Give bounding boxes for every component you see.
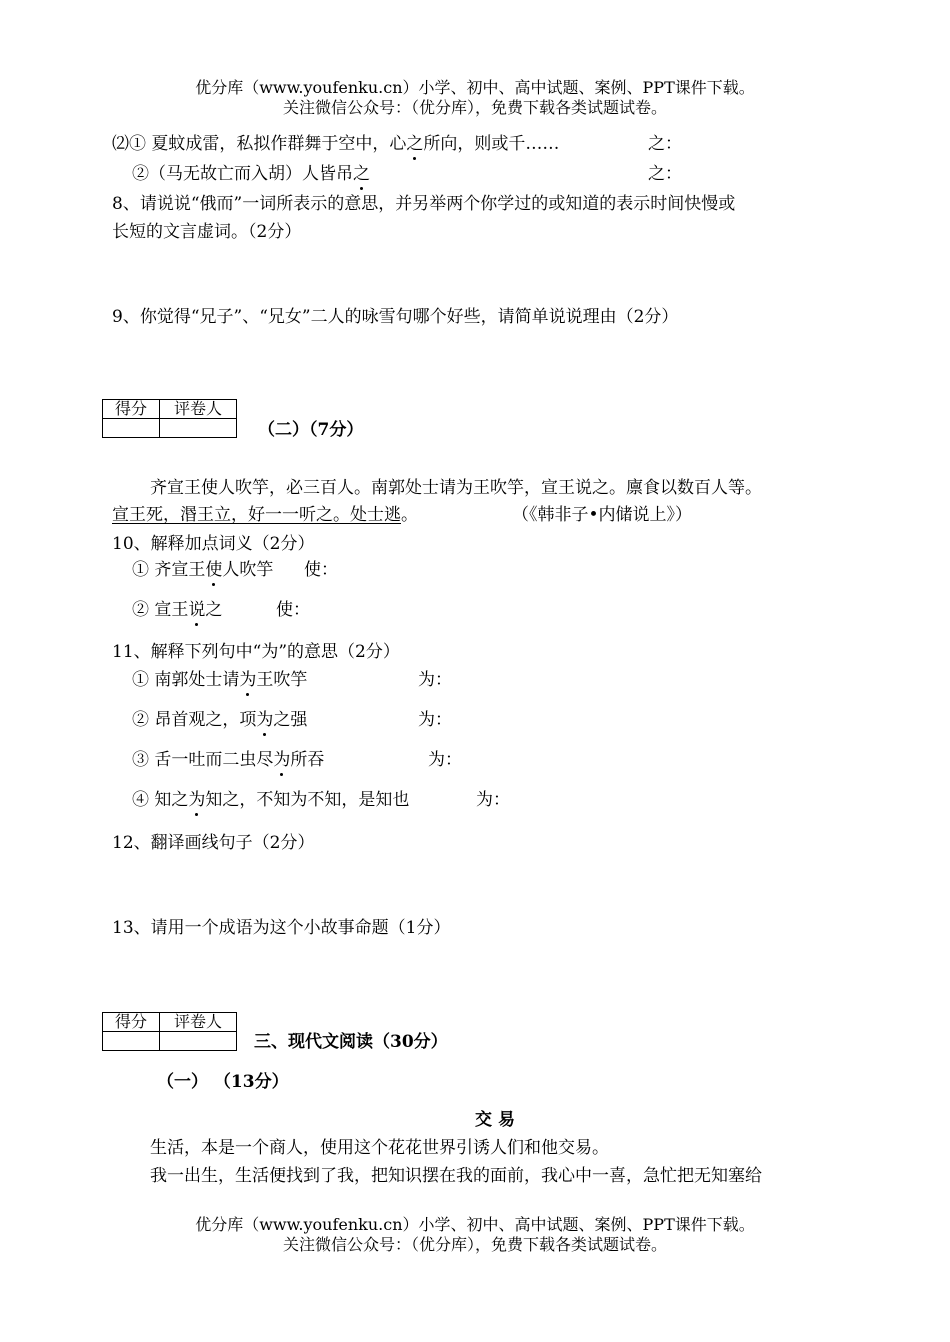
header-line-1: 优分库（www.youfenku.cn）小学、初中、高中试题、案例、PPT课件下载。 <box>195 78 755 97</box>
score-table-2 <box>102 1012 237 1051</box>
question-8-line-1: 8、请说说“俄而”一词所表示的意思，并另举两个你学过的或知道的表示时间快慢或 <box>112 194 736 214</box>
article-paragraph-1: 生活，本是一个商人，使用这个花花世界引诱人们和他交易。 <box>150 1138 609 1158</box>
passage-source: （《韩非子•内储说上》） <box>512 505 693 525</box>
question-11-3: ③ 舌一吐而二虫尽为所吞 <box>132 750 325 770</box>
section-3-title: 三、现代文阅读（30分） <box>254 1032 448 1052</box>
subsection-1-title: （一） （13分） <box>157 1072 289 1092</box>
question-11: 11、解释下列句中“为”的意思（2分） <box>112 642 400 662</box>
dotted-char: 为 <box>188 790 206 810</box>
question-11-4: ④ 知之为知之，不知为不知，是知也 <box>132 790 410 810</box>
grader-cell[interactable] <box>160 1032 237 1051</box>
answer-slot-10-2: 使： <box>276 600 310 620</box>
question-7-2-a: ⑵① 夏蚊成雷，私拟作群舞于空中，心之所向，则或千…… <box>112 134 560 154</box>
score-label: 得分 <box>103 400 160 419</box>
header-line-2: 关注微信公众号：（优分库），免费下载各类试题试卷。 <box>282 98 667 117</box>
dotted-char: 之 <box>406 134 424 154</box>
passage-line-1: 齐宣王使人吹竽，必三百人。南郭处士请为王吹竽，宣王说之。廪食以数百人等。 <box>150 478 762 498</box>
question-7-2-b: ②（马无故亡而入胡）人皆吊之 <box>132 164 370 184</box>
underlined-sentence: 宣王死，湣王立，好一一听之。处士逃 <box>112 505 401 525</box>
dotted-char: 为 <box>239 670 257 690</box>
footer-line-2: 关注微信公众号：（优分库），免费下载各类试题试卷。 <box>282 1235 667 1254</box>
dotted-char: 使 <box>205 560 223 580</box>
answer-slot-11-1: 为： <box>418 670 452 690</box>
dotted-char: 为 <box>273 750 291 770</box>
answer-slot-7-2-a: 之： <box>648 134 682 154</box>
question-12: 12、翻译画线句子（2分） <box>112 833 315 853</box>
passage-line-2: 宣王死，湣王立，好一一听之。处士逃。 <box>112 505 418 525</box>
score-label: 得分 <box>103 1013 160 1032</box>
footer-line-1: 优分库（www.youfenku.cn）小学、初中、高中试题、案例、PPT课件下载。 <box>195 1215 755 1234</box>
answer-slot-10-1: 使： <box>304 560 338 580</box>
answer-slot-7-2-b: 之： <box>648 164 682 184</box>
dotted-char: 为 <box>256 710 274 730</box>
question-11-2: ② 昂首观之，项为之强 <box>132 710 308 730</box>
grader-cell[interactable] <box>160 419 237 438</box>
question-11-1: ① 南郭处士请为王吹竽 <box>132 670 308 690</box>
answer-slot-11-2: 为： <box>418 710 452 730</box>
dotted-char: 之 <box>353 164 370 184</box>
grader-label: 评卷人 <box>160 400 237 419</box>
score-cell[interactable] <box>103 419 160 438</box>
score-table-1 <box>102 399 237 438</box>
section-2-title: （二）（7分） <box>258 420 364 440</box>
answer-slot-11-3: 为： <box>428 750 462 770</box>
answer-slot-11-4: 为： <box>476 790 510 810</box>
question-9: 9、你觉得“兄子”、“兄女”二人的咏雪句哪个好些，请简单说说理由（2分） <box>112 307 679 327</box>
article-paragraph-2: 我一出生，生活便找到了我，把知识摆在我的面前，我心中一喜，急忙把无知塞给 <box>150 1166 762 1186</box>
dotted-char: 说 <box>188 600 206 620</box>
question-8-line-2: 长短的文言虚词。（2分） <box>112 222 302 242</box>
question-10-1: ① 齐宣王使人吹竽 <box>132 560 274 580</box>
question-13: 13、请用一个成语为这个小故事命题（1分） <box>112 918 451 938</box>
article-title: 交 易 <box>475 1110 515 1130</box>
grader-label: 评卷人 <box>160 1013 237 1032</box>
score-cell[interactable] <box>103 1032 160 1051</box>
question-10-2: ② 宣王说之 <box>132 600 223 620</box>
question-10: 10、解释加点词义（2分） <box>112 534 315 554</box>
